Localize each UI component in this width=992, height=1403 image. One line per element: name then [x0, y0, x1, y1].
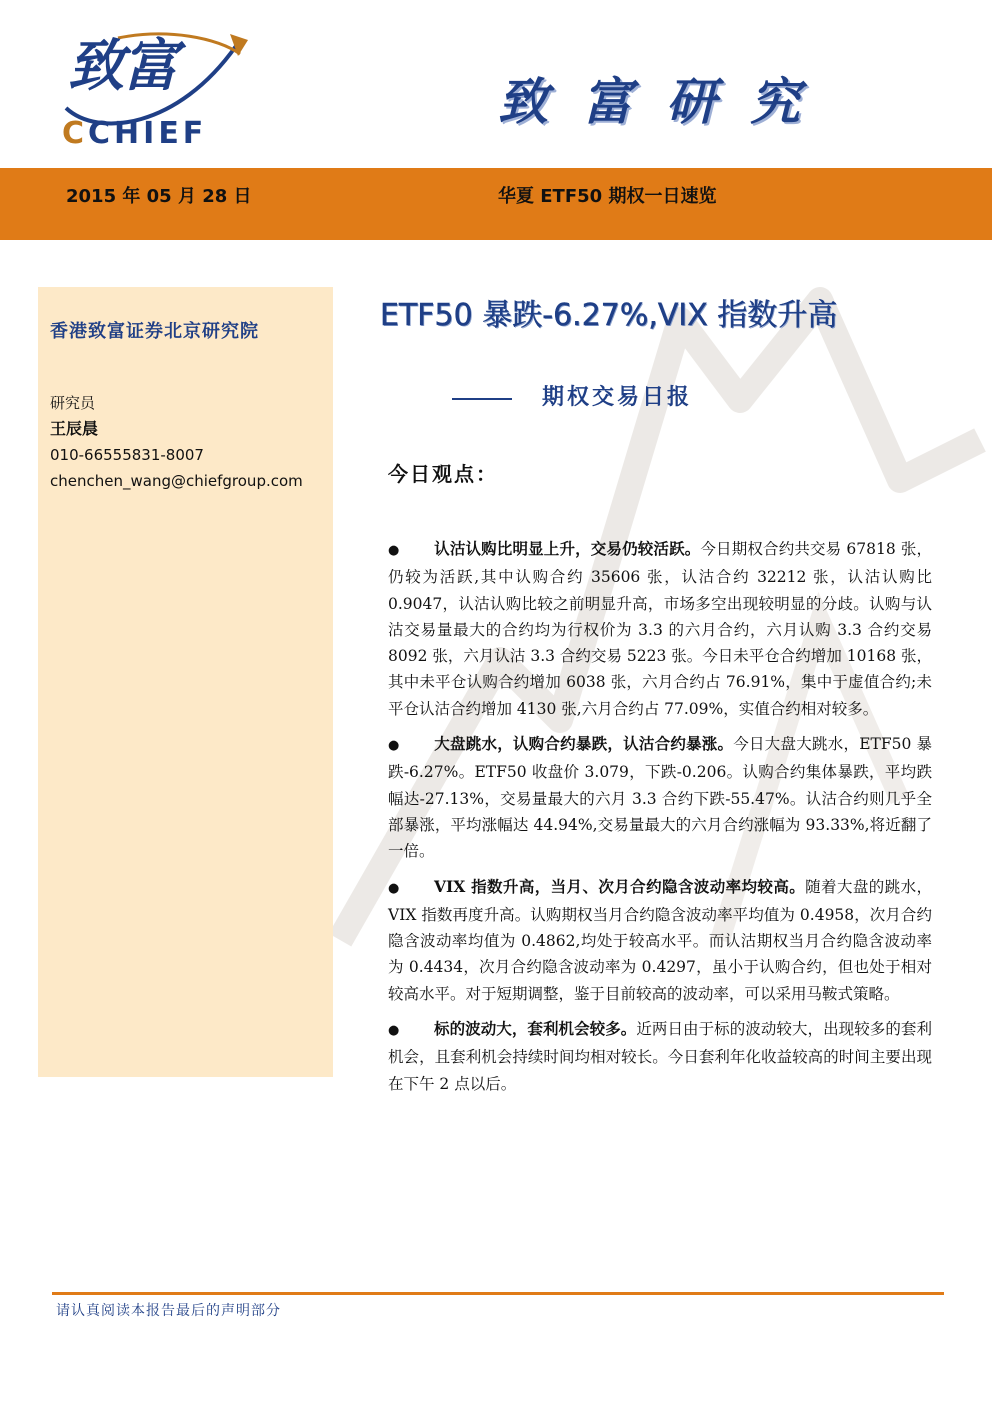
bullet-dot-icon: ● — [388, 880, 400, 896]
analyst-email[interactable]: chenchen_wang@chiefgroup.com — [50, 472, 303, 490]
bullet-heading: 大盘跳水，认购合约暴跌，认沽合约暴涨。 — [434, 734, 734, 754]
report-date: 2015 年 05 月 28 日 — [66, 186, 252, 207]
bullet-text: 近两日由于标的波动较大，出现较多的套利机会，且套利机会持续时间均相对较长。今日套利年化收益较高的时间主要出现在下午 2 点以后。 — [388, 1020, 932, 1093]
report-series-title: 华夏 ETF50 期权一日速览 — [498, 186, 717, 207]
bullet-dot-icon: ● — [388, 738, 400, 754]
logo-c-mark: C — [62, 116, 89, 151]
bullet-heading: 标的波动大，套利机会较多。 — [434, 1019, 637, 1039]
footer-disclaimer: 请认真阅读本报告最后的声明部分 — [56, 1303, 281, 1319]
report-subheading: 期权交易日报 — [542, 384, 693, 410]
analyst-role: 研究员 — [50, 394, 96, 412]
research-institute-name: 香港致富证券北京研究院 — [50, 321, 259, 342]
report-headline: ETF50 暴跌-6.27%,VIX 指数升高 — [380, 298, 838, 333]
header-banner — [0, 168, 992, 240]
today-view-label: 今日观点： — [388, 462, 498, 486]
logo-chief-word: CHIEF — [88, 116, 208, 151]
brand-title: 致富研究 — [498, 72, 834, 131]
bullet-heading: VIX 指数升高，当月、次月合约隐含波动率均较高。 — [434, 876, 806, 896]
bullet-dot-icon: ● — [388, 543, 400, 558]
bullet-item — [388, 536, 932, 722]
bullet-text: 今日大盘大跳水，ETF50 暴跌-6.27%。ETF50 收盘价 3.079，下跌-0.206。认购合约集体暴跌，平均跌幅达-27.13%，交易量最大的六月 3.3 合约下跌-55.47%。认沽合约则几乎全部暴涨，平均涨幅达 44.94%,交易量最大的六月合约涨幅为 93.33%,将近翻了一倍。 — [388, 735, 932, 861]
bullet-item — [388, 731, 932, 864]
bullet-list — [388, 536, 932, 1106]
bullet-text: 随着大盘的跳水，VIX 指数再度升高。认购期权当月合约隐含波动率平均值为 0.4958，次月合约隐含波动率均值为 0.4862,均处于较高水平。而认沽期权当月合约隐含波动率为 0.4434，次月合约隐含波动率为 0.4297，虽小于认购合约，但也处于相对较高水平。对于短期调整，鉴于目前较高的波动率，可以采用马鞍式策略。 — [388, 877, 932, 1003]
analyst-name: 王辰晨 — [50, 419, 99, 438]
bullet-item — [388, 874, 932, 1007]
subhead-dash — [452, 398, 512, 400]
bullet-text: 今日期权合约共交易 67818 张，仍较为活跃,其中认购合约 35606 张，认沽合约 32212 张，认沽认购比 0.9047，认沽认购比较之前明显升高，市场多空出现较明显的分歧。认购与认沽交易量最大的合约均为行权价为 3.3 的六月合约，六月认购 3.3 合约交易 8092 张，六月认沽 3.3 合约交易 5223 张。今日未平仓合约增加 10168 张，其中未平仓认购合约增加 6038 张，六月合约占 76.91%，集中于虚值合约;未平仓认沽合约增加 4130 张,六月合约占 77.09%，实值合约相对较多。 — [388, 540, 932, 718]
analyst-phone: 010-66555831-8007 — [50, 446, 204, 464]
analyst-sidebar — [38, 287, 333, 1077]
footer-divider — [52, 1292, 944, 1295]
logo-chinese-text: 致富 — [68, 33, 176, 99]
chief-logo — [58, 18, 248, 158]
bullet-heading: 认沽认购比明显上升，交易仍较活跃。 — [434, 539, 701, 558]
analyst-contact — [50, 390, 328, 494]
bullet-item — [388, 1016, 932, 1097]
bullet-dot-icon: ● — [388, 1023, 400, 1039]
logo-english-text — [62, 116, 207, 151]
